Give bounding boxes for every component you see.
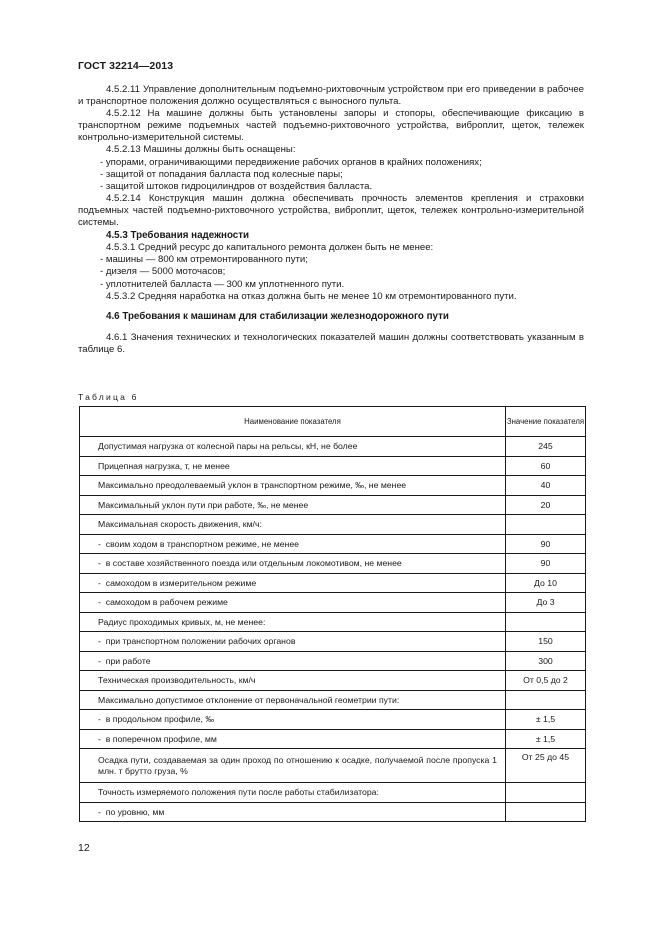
paragraph-4-5-2-12: 4.5.2.12 На машине должны быть установлены запоры и стопоры, обеспечивающие фиксацию в транспортном режиме подъемных частей подъемно-рихтовочного устройства, виброплит, щеток, тележек контрольно-измерительной системы.: [78, 108, 584, 144]
cell-name: [80, 573, 506, 593]
table-row: [80, 437, 586, 457]
cell-name: Допустимая нагрузка от колесной пары на рельсы, кН, не более: [80, 437, 506, 457]
table-header-row: [80, 407, 586, 437]
cell-name-text: - в поперечном профиле, мм: [98, 734, 217, 744]
cell-name: Радиус проходимых кривых, м, не менее:: [80, 612, 506, 632]
cell-value: [506, 690, 586, 710]
cell-name-text: - самоходом в рабочем режиме: [98, 597, 228, 607]
standard-header: ГОСТ 32214—2013: [78, 60, 174, 72]
cell-name: [80, 729, 506, 749]
table-row: [80, 573, 586, 593]
table-row: [80, 651, 586, 671]
cell-name-text: - при работе: [98, 656, 151, 666]
paragraph-4-5-3-1: 4.5.3.1 Средний ресурс до капитального ремонта должен быть не менее:: [106, 242, 434, 254]
table-row: [80, 671, 586, 691]
cell-value: 300: [506, 651, 586, 671]
table-row: [80, 456, 586, 476]
paragraph-4-5-2-14: 4.5.2.14 Конструкция машин должна обеспечивать прочность элементов крепления и страховки подъемных частей подъемно-рихтовочного устройства, виброплит, щеток, тележек контрольно-измерительной системы.: [78, 192, 584, 229]
table-row: [80, 749, 586, 783]
cell-name: [80, 534, 506, 554]
cell-value: 90: [506, 554, 586, 574]
table-row: [80, 802, 586, 822]
table-row: [80, 554, 586, 574]
table-caption: Таблица 6: [78, 392, 139, 402]
cell-name: Прицепная нагрузка, т, не менее: [80, 456, 506, 476]
cell-name: Максимально допустимое отклонение от первоначальной геометрии пути:: [80, 690, 506, 710]
cell-name: [80, 632, 506, 652]
heading-4-5-3: 4.5.3 Требования надежности: [106, 230, 250, 242]
column-header-name: Наименование показателя: [80, 407, 506, 437]
table-row: [80, 612, 586, 632]
cell-name: [80, 651, 506, 671]
cell-value: 20: [506, 495, 586, 515]
cell-name: [80, 554, 506, 574]
page-number: 12: [78, 842, 90, 854]
cell-name-text: - при транспортном положении рабочих органов: [98, 636, 295, 646]
list-item: - защитой от попадания балласта под колесные пары;: [78, 169, 584, 181]
column-header-value: Значение показателя: [506, 407, 586, 437]
cell-name-text: - в составе хозяйственного поезда или отдельным локомотивом, не менее: [98, 558, 402, 568]
cell-value: [506, 802, 586, 822]
paragraph-4-5-3-2: 4.5.3.2 Средняя наработка на отказ должна быть не менее 10 км отремонтированного пути.: [106, 290, 517, 302]
cell-name: [80, 593, 506, 613]
paragraph-4-5-2-13: 4.5.2.13 Машины должны быть оснащены:: [106, 144, 296, 156]
cell-name: Точность измеряемого положения пути после работы стабилизатора:: [80, 783, 506, 803]
cell-value: 60: [506, 456, 586, 476]
table-row: [80, 495, 586, 515]
cell-value: [506, 515, 586, 535]
cell-name: Максимально преодолеваемый уклон в транспортном режиме, ‰, не менее: [80, 476, 506, 496]
table-row: [80, 710, 586, 730]
list-item: - упорами, ограничивающими передвижение рабочих органов в крайних положениях;: [78, 157, 584, 169]
list-item: - дизеля — 5000 моточасов;: [78, 266, 584, 278]
cell-name: Максимальная скорость движения, км/ч:: [80, 515, 506, 535]
cell-name-text: - самоходом в измерительном режиме: [98, 578, 256, 588]
cell-value: От 0,5 до 2: [506, 671, 586, 691]
cell-value: До 10: [506, 573, 586, 593]
cell-name-text: - своим ходом в транспортном режиме, не менее: [98, 539, 299, 549]
table-row: [80, 783, 586, 803]
table-row: [80, 729, 586, 749]
cell-value: ± 1,5: [506, 710, 586, 730]
body-text: [78, 84, 584, 356]
cell-name-text: - по уровню, мм: [98, 807, 164, 817]
cell-value: От 25 до 45: [506, 749, 586, 783]
spec-table: [79, 406, 586, 822]
cell-name: [80, 802, 506, 822]
table-row: [80, 632, 586, 652]
table-row: [80, 593, 586, 613]
cell-name: [80, 710, 506, 730]
cell-value: 90: [506, 534, 586, 554]
cell-name: Осадка пути, создаваемая за один проход по отношению к осадке, получаемой после пропуска 1 млн. т брутто груза, %: [80, 749, 506, 783]
paragraph-4-5-2-11: 4.5.2.11 Управление дополнительным подъемно-рихтовочным устройством при его приведении в рабочее и транспортное положения должно осуществляться с выносного пульта.: [78, 84, 584, 108]
cell-value: [506, 783, 586, 803]
cell-value: ± 1,5: [506, 729, 586, 749]
cell-value: 40: [506, 476, 586, 496]
cell-value: 150: [506, 632, 586, 652]
cell-name: Максимальный уклон пути при работе, ‰, не менее: [80, 495, 506, 515]
cell-name-text: - в продольном профиле, ‰: [98, 714, 214, 724]
list-item: - защитой штоков гидроцилиндров от воздействия балласта.: [78, 181, 584, 193]
cell-value: До 3: [506, 593, 586, 613]
cell-name: Техническая производительность, км/ч: [80, 671, 506, 691]
list-item: - уплотнителей балласта — 300 км уплотненного пути.: [78, 279, 584, 291]
table-row: [80, 476, 586, 496]
table-row: [80, 690, 586, 710]
cell-value: 245: [506, 437, 586, 457]
table-row: [80, 515, 586, 535]
list-item: - машины — 800 км отремонтированного пути;: [78, 254, 584, 266]
table-row: [80, 534, 586, 554]
cell-value: [506, 612, 586, 632]
paragraph-4-6-1: 4.6.1 Значения технических и технологических показателей машин должны соответствовать указанным в таблице 6.: [78, 331, 584, 355]
heading-4-6: 4.6 Требования к машинам для стабилизации железнодорожного пути: [106, 310, 449, 322]
